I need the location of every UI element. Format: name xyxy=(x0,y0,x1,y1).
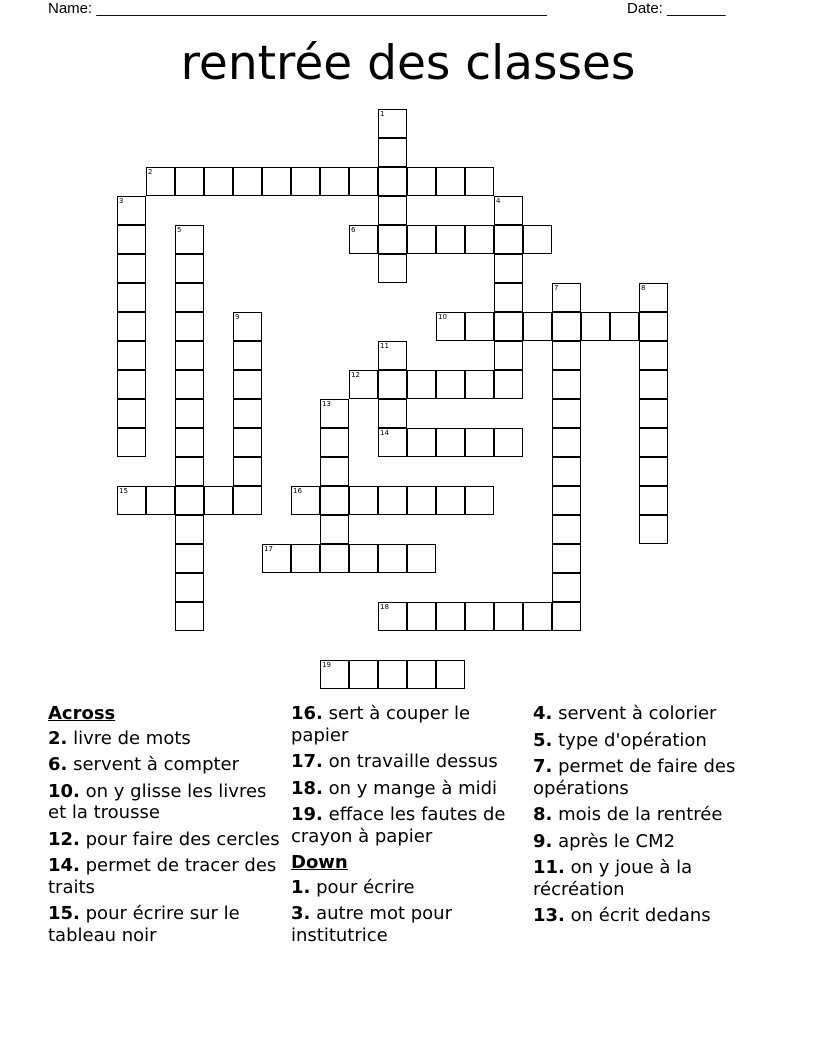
grid-cell[interactable] xyxy=(320,515,349,544)
clue-text: pour faire des cercles xyxy=(85,828,280,850)
grid-cell[interactable] xyxy=(639,457,668,486)
grid-cell[interactable] xyxy=(552,312,581,341)
grid-cell[interactable] xyxy=(552,515,581,544)
down-heading: Down xyxy=(291,852,348,873)
grid-cell[interactable] xyxy=(262,167,291,196)
clue-text: après le CM2 xyxy=(558,830,676,852)
clue-text: servent à colorier xyxy=(558,703,717,724)
grid-cell[interactable] xyxy=(407,370,436,399)
grid-cell[interactable] xyxy=(378,602,407,631)
clue-column-3 xyxy=(533,703,773,932)
grid-cell[interactable] xyxy=(233,341,262,370)
grid-cell[interactable] xyxy=(378,225,407,254)
grid-cell[interactable] xyxy=(465,602,494,631)
clue-number: 2 xyxy=(148,168,153,176)
grid-cell[interactable] xyxy=(175,254,204,283)
grid-cell[interactable] xyxy=(320,428,349,457)
clue-text: pour écrire xyxy=(316,876,415,898)
clue-text: autre mot pour institutrice xyxy=(291,903,452,946)
grid-cell[interactable] xyxy=(581,312,610,341)
grid-cell[interactable] xyxy=(639,370,668,399)
clue-number-label: 4. xyxy=(533,703,553,724)
clue-number-label: 10. xyxy=(48,780,80,802)
grid-cell[interactable] xyxy=(494,428,523,457)
grid-cell[interactable] xyxy=(378,109,407,138)
grid-cell[interactable] xyxy=(639,283,668,312)
clue-text: servent à compter xyxy=(73,754,240,775)
clue-text: type d'opération xyxy=(558,729,707,751)
grid-cell[interactable] xyxy=(523,225,552,254)
grid-cell[interactable] xyxy=(349,225,378,254)
grid-cell[interactable] xyxy=(175,573,204,602)
clue-item xyxy=(533,905,773,927)
grid-cell[interactable] xyxy=(320,457,349,486)
grid-cell[interactable] xyxy=(639,515,668,544)
clue-number: 19 xyxy=(322,661,331,669)
grid-cell[interactable] xyxy=(291,167,320,196)
clue-item xyxy=(291,903,523,946)
clue-text: on travaille dessus xyxy=(328,751,498,772)
grid-cell[interactable] xyxy=(523,312,552,341)
clue-number-label: 7. xyxy=(533,756,553,777)
grid-cell[interactable] xyxy=(233,457,262,486)
grid-cell[interactable] xyxy=(552,283,581,312)
grid-cell[interactable] xyxy=(552,573,581,602)
grid-cell[interactable] xyxy=(407,660,436,689)
clue-number-label: 11. xyxy=(533,857,565,878)
clue-text: on y glisse les livres et la trousse xyxy=(48,780,267,823)
grid-cell[interactable] xyxy=(407,225,436,254)
grid-cell[interactable] xyxy=(465,428,494,457)
grid-cell[interactable] xyxy=(494,602,523,631)
grid-cell[interactable] xyxy=(407,167,436,196)
grid-cell[interactable] xyxy=(378,486,407,515)
clue-text: on y joue à la récréation xyxy=(533,857,693,900)
clue-item xyxy=(533,730,773,752)
clue-number: 4 xyxy=(496,197,501,205)
grid-cell[interactable] xyxy=(175,602,204,631)
clue-number-label: 5. xyxy=(533,729,553,751)
grid-cell[interactable] xyxy=(610,312,639,341)
grid-cell[interactable] xyxy=(349,660,378,689)
grid-cell[interactable] xyxy=(407,486,436,515)
clue-item xyxy=(291,778,523,800)
clue-column-2 xyxy=(291,703,523,951)
grid-cell[interactable] xyxy=(494,370,523,399)
grid-cell[interactable] xyxy=(378,167,407,196)
across-heading: Across xyxy=(48,703,116,724)
clue-number: 9 xyxy=(235,313,240,321)
clue-number-label: 12. xyxy=(48,828,80,850)
clue-text: on y mange à midi xyxy=(328,777,498,799)
grid-cell[interactable] xyxy=(494,341,523,370)
grid-cell[interactable] xyxy=(349,370,378,399)
grid-cell[interactable] xyxy=(117,283,146,312)
grid-cell[interactable] xyxy=(407,602,436,631)
clue-text: mois de la rentrée xyxy=(558,804,723,825)
grid-cell[interactable] xyxy=(175,486,204,515)
grid-cell[interactable] xyxy=(175,370,204,399)
clue-number: 13 xyxy=(322,400,331,408)
grid-cell[interactable] xyxy=(378,341,407,370)
clue-number: 14 xyxy=(380,429,389,437)
clue-number: 16 xyxy=(293,487,302,495)
grid-cell[interactable] xyxy=(465,167,494,196)
clue-text: permet de tracer des traits xyxy=(48,855,277,898)
clue-item xyxy=(48,728,280,750)
clue-number-label: 8. xyxy=(533,804,553,825)
grid-cell[interactable] xyxy=(175,544,204,573)
grid-cell[interactable] xyxy=(175,515,204,544)
grid-cell[interactable] xyxy=(639,428,668,457)
grid-cell[interactable] xyxy=(494,196,523,225)
grid-cell[interactable] xyxy=(117,428,146,457)
grid-cell[interactable] xyxy=(117,399,146,428)
clue-number-label: 6. xyxy=(48,754,68,775)
grid-cell[interactable] xyxy=(233,167,262,196)
grid-cell[interactable] xyxy=(175,341,204,370)
clue-number: 17 xyxy=(264,545,273,553)
grid-cell[interactable] xyxy=(233,399,262,428)
grid-cell[interactable] xyxy=(320,544,349,573)
grid-cell[interactable] xyxy=(552,428,581,457)
grid-cell[interactable] xyxy=(639,341,668,370)
clue-item xyxy=(533,831,773,853)
date-field[interactable]: Date: _______ xyxy=(627,0,726,17)
grid-cell[interactable] xyxy=(175,399,204,428)
clue-text: sert à couper le papier xyxy=(291,703,471,746)
clue-text: efface les fautes de crayon à papier xyxy=(291,804,506,847)
grid-cell[interactable] xyxy=(378,196,407,225)
clue-item xyxy=(533,857,773,900)
grid-cell[interactable] xyxy=(436,486,465,515)
clue-number: 8 xyxy=(641,284,646,292)
grid-cell[interactable] xyxy=(175,457,204,486)
grid-cell[interactable] xyxy=(175,283,204,312)
clue-number-label: 3. xyxy=(291,903,311,924)
clue-item xyxy=(291,751,523,773)
clue-item xyxy=(533,703,773,725)
clue-item xyxy=(48,903,280,946)
clue-number: 3 xyxy=(119,197,124,205)
grid-cell[interactable] xyxy=(117,225,146,254)
clue-item xyxy=(48,855,280,898)
clue-number: 7 xyxy=(554,284,559,292)
grid-cell[interactable] xyxy=(378,138,407,167)
grid-cell[interactable] xyxy=(378,544,407,573)
grid-cell[interactable] xyxy=(494,283,523,312)
grid-cell[interactable] xyxy=(378,370,407,399)
grid-cell[interactable] xyxy=(117,341,146,370)
clue-number: 15 xyxy=(119,487,128,495)
grid-cell[interactable] xyxy=(378,660,407,689)
grid-cell[interactable] xyxy=(494,254,523,283)
clue-item xyxy=(291,877,523,899)
grid-cell[interactable] xyxy=(146,167,175,196)
grid-cell[interactable] xyxy=(552,486,581,515)
grid-cell[interactable] xyxy=(465,225,494,254)
clue-number: 1 xyxy=(380,110,385,118)
clue-item xyxy=(48,781,280,824)
clue-text: on écrit dedans xyxy=(570,905,711,926)
grid-cell[interactable] xyxy=(320,660,349,689)
grid-cell[interactable] xyxy=(117,254,146,283)
name-field[interactable]: Name: ______________________________________________________ xyxy=(48,0,547,17)
clue-number: 12 xyxy=(351,371,360,379)
grid-cell[interactable] xyxy=(204,167,233,196)
grid-cell[interactable] xyxy=(262,544,291,573)
grid-cell[interactable] xyxy=(552,399,581,428)
grid-cell[interactable] xyxy=(494,312,523,341)
grid-cell[interactable] xyxy=(117,370,146,399)
grid-cell[interactable] xyxy=(146,486,175,515)
grid-cell[interactable] xyxy=(233,312,262,341)
clue-number-label: 15. xyxy=(48,903,80,924)
clue-text: pour écrire sur le tableau noir xyxy=(48,903,240,946)
grid-cell[interactable] xyxy=(233,486,262,515)
clue-column-1 xyxy=(48,703,280,951)
grid-cell[interactable] xyxy=(436,312,465,341)
clue-item xyxy=(48,754,280,776)
grid-cell[interactable] xyxy=(436,428,465,457)
clue-number: 6 xyxy=(351,226,356,234)
grid-cell[interactable] xyxy=(552,341,581,370)
grid-cell[interactable] xyxy=(552,457,581,486)
grid-cell[interactable] xyxy=(175,312,204,341)
grid-cell[interactable] xyxy=(349,544,378,573)
grid-cell[interactable] xyxy=(175,428,204,457)
clue-text: permet de faire des opérations xyxy=(533,756,736,799)
grid-cell[interactable] xyxy=(378,254,407,283)
grid-cell[interactable] xyxy=(175,225,204,254)
clue-item xyxy=(48,829,280,851)
grid-cell[interactable] xyxy=(639,312,668,341)
grid-cell[interactable] xyxy=(291,544,320,573)
grid-cell[interactable] xyxy=(378,428,407,457)
grid-cell[interactable] xyxy=(639,399,668,428)
grid-cell[interactable] xyxy=(523,602,552,631)
grid-cell[interactable] xyxy=(436,225,465,254)
grid-cell[interactable] xyxy=(407,428,436,457)
clue-text: livre de mots xyxy=(73,727,191,749)
grid-cell[interactable] xyxy=(436,602,465,631)
grid-cell[interactable] xyxy=(465,312,494,341)
clue-number: 10 xyxy=(438,313,447,321)
grid-cell[interactable] xyxy=(291,486,320,515)
grid-cell[interactable] xyxy=(436,660,465,689)
grid-cell[interactable] xyxy=(320,399,349,428)
clue-item xyxy=(291,703,523,746)
grid-cell[interactable] xyxy=(233,370,262,399)
grid-cell[interactable] xyxy=(552,602,581,631)
clue-number: 18 xyxy=(380,603,389,611)
grid-cell[interactable] xyxy=(378,399,407,428)
clue-item xyxy=(533,756,773,799)
clue-number-label: 1. xyxy=(291,876,311,898)
grid-cell[interactable] xyxy=(233,428,262,457)
grid-cell[interactable] xyxy=(465,370,494,399)
grid-cell[interactable] xyxy=(639,486,668,515)
clue-number-label: 14. xyxy=(48,855,80,876)
grid-cell[interactable] xyxy=(204,486,233,515)
page-title: rentrée des classes xyxy=(180,36,636,91)
grid-cell[interactable] xyxy=(552,370,581,399)
clue-number-label: 2. xyxy=(48,727,68,749)
grid-cell[interactable] xyxy=(320,486,349,515)
grid-cell[interactable] xyxy=(117,196,146,225)
clue-number-label: 13. xyxy=(533,905,565,926)
clue-number: 5 xyxy=(177,226,182,234)
clue-number-label: 19. xyxy=(291,804,323,825)
grid-cell[interactable] xyxy=(117,312,146,341)
grid-cell[interactable] xyxy=(349,486,378,515)
grid-cell[interactable] xyxy=(117,486,146,515)
grid-cell[interactable] xyxy=(436,370,465,399)
grid-cell[interactable] xyxy=(465,486,494,515)
clue-number-label: 16. xyxy=(291,703,323,724)
grid-cell[interactable] xyxy=(407,544,436,573)
clue-number-label: 18. xyxy=(291,777,323,799)
grid-cell[interactable] xyxy=(436,167,465,196)
clue-number-label: 9. xyxy=(533,830,553,852)
grid-cell[interactable] xyxy=(552,544,581,573)
clue-item xyxy=(291,804,523,847)
grid-cell[interactable] xyxy=(320,167,349,196)
grid-cell[interactable] xyxy=(349,167,378,196)
clue-item xyxy=(533,804,773,826)
grid-cell[interactable] xyxy=(494,225,523,254)
clue-number-label: 17. xyxy=(291,751,323,772)
grid-cell[interactable] xyxy=(175,167,204,196)
clue-number: 11 xyxy=(380,342,389,350)
